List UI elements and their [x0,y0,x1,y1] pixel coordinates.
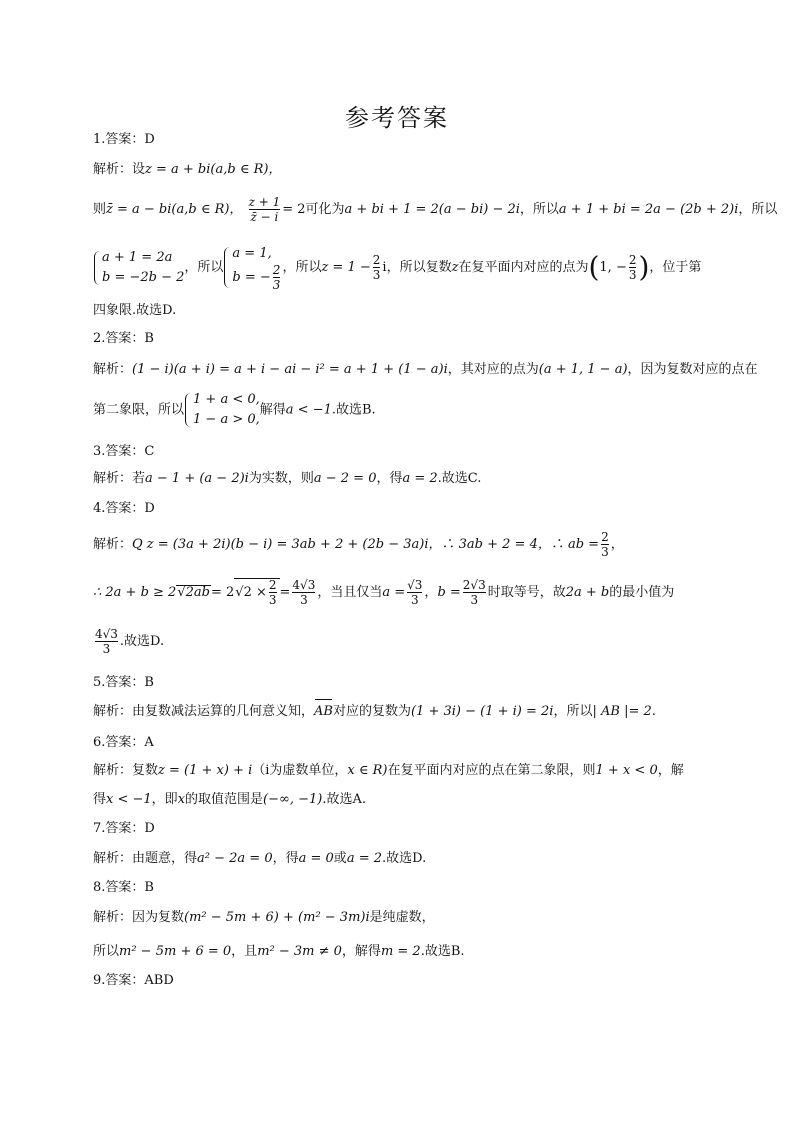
answer-4: 4.答案：D [93,501,155,516]
explanation-8-line-1: 解析：因为复数(m² − 5m + 6) + (m² − 3m)i是纯虚数， [93,910,435,925]
explanation-4-line-1: 解析：Q z = (3a + 2i)(b − i) = 3ab + 2 + (2b − 3a)i，∴ 3ab + 2 = 4，∴ ab = $\frac{2}{3}$ ， [93,530,624,559]
explanation-1-line-1: 解析：设z = a + bi(a,b ∈ R)， [93,162,282,177]
explanation-5: 解析：由复数减法运算的几何意义知，AB对应的复数为(1 + 3i) − (1 + i) = 2i，所以| AB |= 2. [93,704,656,719]
answer-9: 9.答案：ABD [93,973,174,988]
explanation-3: 解析：若a − 1 + (a − 2)i为实数，则a − 2 = 0，得a = 2.故选C. [93,471,482,486]
answer-2: 2.答案：B [93,331,154,346]
explanation-1-line-3: a + 1 = 2a b = −2b − 2 ，所以 a = 1, b = − $\frac{2}{3}$ ，所以z = 1 − $\frac{2}{3}$ i，所以复数z在复平面内对应的点为(1, − $\frac{2}{3}$ )，位于第 [93,244,708,291]
answer-6: 6.答案：A [93,735,154,750]
answer-7: 7.答案：D [93,821,155,836]
explanation-4-line-2: ∴ 2a + b ≥ 2√2ab= 2√2 × $\frac{2}{3}$ = $\frac{4√3}{3}$ ，当且仅当a = $\frac{√3}{3}$ ，b = $\frac{2√3}{3}$ 时取等号，故2a + b的最小值为 [93,578,675,607]
answer-3: 3.答案：C [93,444,155,459]
page-title: 参考答案 [345,104,449,132]
answer-1: 1.答案：D [93,132,155,147]
answer-5: 5.答案：B [93,675,154,690]
explanation-6-line-1: 解析：复数z = (1 + x) + i（i为虚数单位，x ∈ R)在复平面内对应的点在第二象限，则1 + x < 0，解 [93,763,684,778]
explanation-6-line-2: 得x < −1，即x的取值范围是(−∞, −1).故选A. [93,792,366,807]
explanation-1-line-4: 四象限.故选D. [93,303,177,318]
explanation-8-line-2: 所以m² − 5m + 6 = 0，且m² − 3m ≠ 0，解得m = 2.故选B. [93,944,465,959]
explanation-1-line-2: 则z̄ = a − bi(a,b ∈ R)， $\frac{z + 1}{z̄ - i}$ = 2可化为a + bi + 1 = 2(a − bi) − 2i，所以a + 1 + bi = 2a − (2b + 2)i，所以 [93,195,778,224]
explanation-2-line-2: 第二象限，所以 1 + a < 0, 1 − a > 0, 解得a < −1.故选B. [93,390,708,430]
explanation-2-line-1: 解析：(1 − i)(a + i) = a + i − ai − i² = a + 1 + (1 − a)i，其对应的点为(a + 1, 1 − a)，因为复数对应的点在 [93,362,758,377]
explanation-4-line-3: $\frac{4√3}{3}$ .故选D. [95,627,165,656]
answer-8: 8.答案：B [93,880,154,895]
explanation-7: 解析：由题意，得a² − 2a = 0，得a = 0或a = 2.故选D. [93,851,427,866]
